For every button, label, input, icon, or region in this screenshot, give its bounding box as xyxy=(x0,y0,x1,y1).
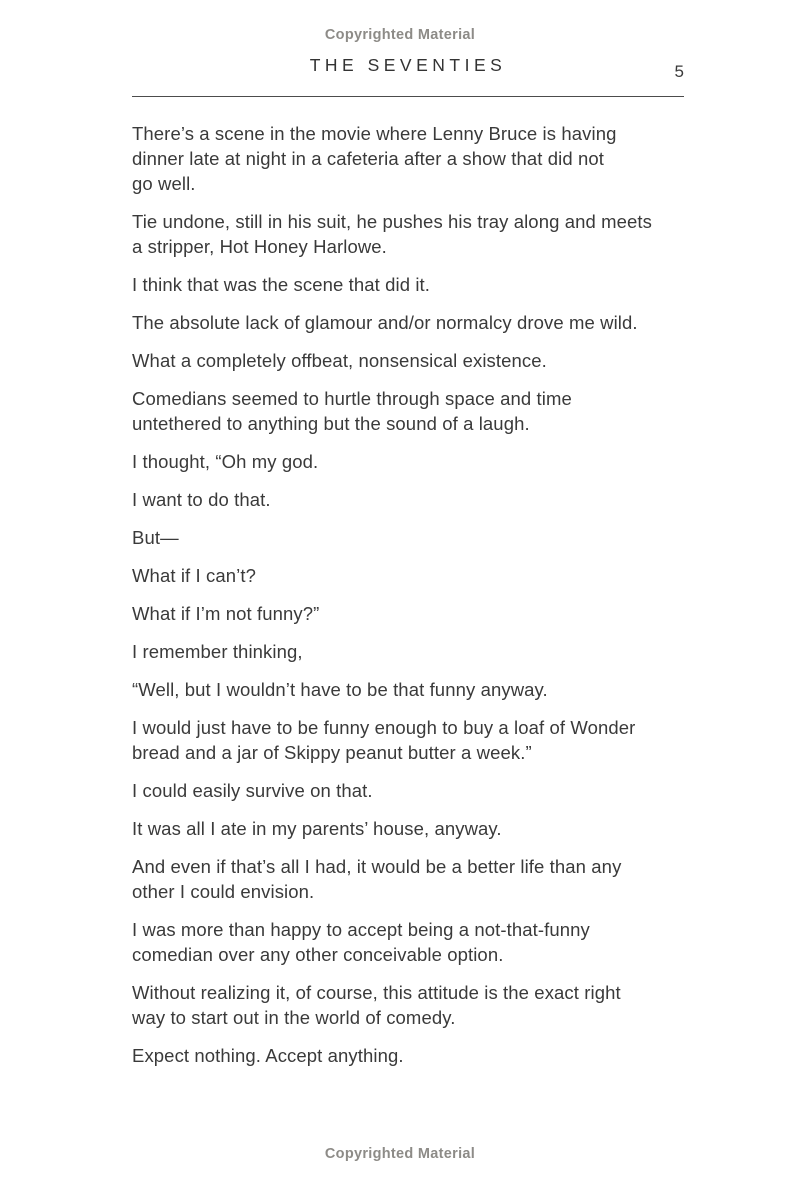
copyright-notice-top: Copyrighted Material xyxy=(324,27,476,43)
paragraph-line: Without realizing it, of course, this attitude is the exact right xyxy=(132,982,621,1003)
paragraph xyxy=(132,563,692,588)
paragraph-line: comedian over any other conceivable option. xyxy=(132,944,504,965)
paragraph-line: I remember thinking, xyxy=(132,641,303,662)
paragraph-line: bread and a jar of Skippy peanut butter a week.” xyxy=(132,742,532,763)
paragraph-line: I want to do that. xyxy=(132,489,271,510)
paragraph-line: But— xyxy=(132,527,179,548)
paragraph-line: “Well, but I wouldn’t have to be that funny anyway. xyxy=(132,679,548,700)
copyright-notice-bottom: Copyrighted Material xyxy=(324,1146,476,1162)
paragraph xyxy=(132,1043,692,1068)
paragraph-line: I was more than happy to accept being a not-that-funny xyxy=(132,919,590,940)
paragraph-line: dinner late at night in a cafeteria after a show that did not xyxy=(132,148,604,169)
paragraph xyxy=(132,715,692,765)
paragraph-line: What a completely offbeat, nonsensical existence. xyxy=(132,350,547,371)
paragraph-line: go well. xyxy=(132,173,196,194)
paragraph xyxy=(132,980,692,1030)
paragraph xyxy=(132,310,692,335)
paragraph xyxy=(132,639,692,664)
paragraph-line: Expect nothing. Accept anything. xyxy=(132,1045,404,1066)
paragraph-line: There’s a scene in the movie where Lenny Bruce is having xyxy=(132,123,617,144)
paragraph-line: way to start out in the world of comedy. xyxy=(132,1007,456,1028)
paragraph-line: What if I’m not funny?” xyxy=(132,603,320,624)
paragraph xyxy=(132,272,692,297)
paragraph xyxy=(132,778,692,803)
paragraph xyxy=(132,525,692,550)
paragraph xyxy=(132,601,692,626)
paragraph xyxy=(132,677,692,702)
paragraph-line: The absolute lack of glamour and/or normalcy drove me wild. xyxy=(132,312,638,333)
paragraph-line: And even if that’s all I had, it would be a better life than any xyxy=(132,856,622,877)
paragraph xyxy=(132,816,692,841)
paragraph-line: other I could envision. xyxy=(132,881,315,902)
paragraph xyxy=(132,487,692,512)
paragraph xyxy=(132,917,692,967)
paragraph-line: I would just have to be funny enough to buy a loaf of Wonder xyxy=(132,717,636,738)
paragraph-line: What if I can’t? xyxy=(132,565,256,586)
paragraph xyxy=(132,854,692,904)
chapter-title: THE SEVENTIES xyxy=(309,55,507,75)
paragraph-line: I thought, “Oh my god. xyxy=(132,451,319,472)
paragraph xyxy=(132,209,692,259)
paragraph-line: Comedians seemed to hurtle through space and time xyxy=(132,388,572,409)
paragraph-line: a stripper, Hot Honey Harlowe. xyxy=(132,236,387,257)
paragraph xyxy=(132,449,692,474)
paragraph-line: I could easily survive on that. xyxy=(132,780,373,801)
paragraph xyxy=(132,121,692,196)
paragraph xyxy=(132,348,692,373)
paragraph-line: untethered to anything but the sound of a laugh. xyxy=(132,413,530,434)
page-number: 5 xyxy=(674,62,684,81)
paragraph-line: I think that was the scene that did it. xyxy=(132,274,431,295)
paragraph-line: Tie undone, still in his suit, he pushes his tray along and meets xyxy=(132,211,652,232)
page-body xyxy=(132,121,692,1081)
paragraph-line: It was all I ate in my parents’ house, anyway. xyxy=(132,818,502,839)
header-rule xyxy=(132,96,684,97)
paragraph xyxy=(132,386,692,436)
running-head xyxy=(132,55,684,81)
